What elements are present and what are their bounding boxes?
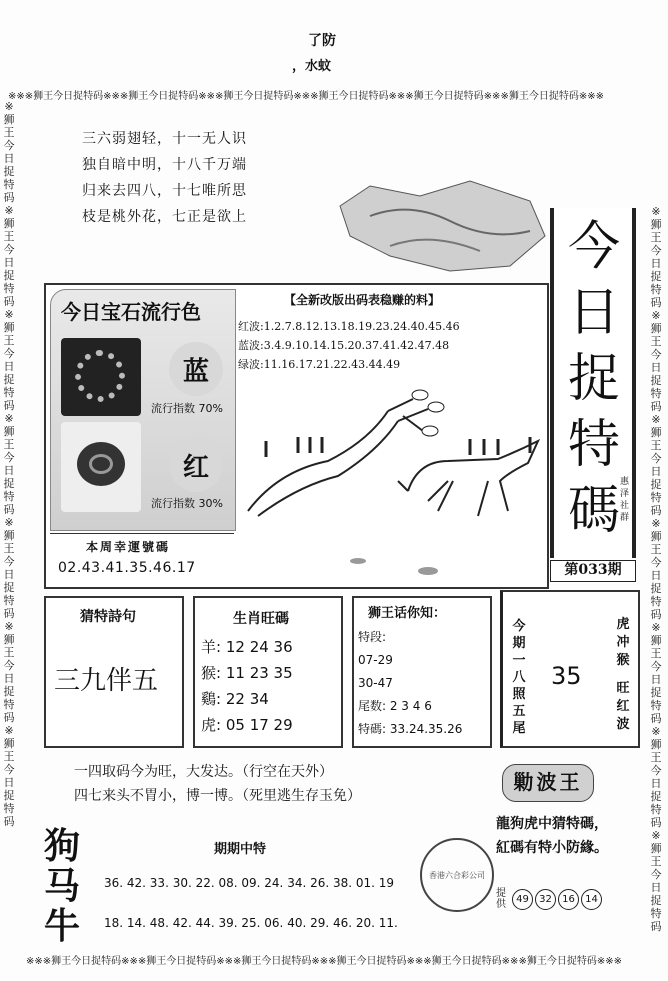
lion-line: 特段:	[358, 630, 387, 644]
saying-line: 四七来头不胃小，博一博。（死里逃生存玉免）	[74, 788, 361, 804]
gem-image-1	[61, 338, 141, 416]
saying-line: 一四取码今为旺，大发达。（行空在天外）	[74, 764, 333, 780]
period-row-2: 18. 14. 48. 42. 44. 39. 25. 06. 40. 29. 46. 20. 11.	[104, 916, 398, 930]
lucky-numbers: 02.43.41.35.46.17	[58, 560, 196, 576]
index-1: 流行指数 70%	[151, 402, 223, 415]
number-ball: 49	[512, 889, 533, 910]
animal-char: 狗	[44, 825, 81, 867]
title-char: 捉	[567, 349, 620, 409]
top-border-strip: ※※※狮王今日捉特码※※※狮王今日捉特码※※※狮王今日捉特码※※※狮王今日捉特码※※※狮王今日捉特码※※※狮王今日捉特码※※※	[8, 91, 604, 102]
lucky-section	[50, 533, 234, 586]
lion-illustration	[330, 176, 545, 276]
gem-title: 今日宝石流行色	[61, 300, 201, 324]
animal-char: 牛	[44, 905, 81, 947]
color-1-badge: 蓝	[169, 342, 223, 396]
gem-image-2	[61, 422, 141, 512]
lion-line: 特碼: 33.24.35.26	[358, 722, 463, 736]
title-panel	[550, 208, 636, 583]
zodiac-row: 猴: 11 23 35	[201, 664, 293, 682]
lion-says-list	[358, 626, 462, 741]
number-ball: 32	[535, 889, 556, 910]
title-char: 碼	[567, 481, 620, 541]
lion-line: 07-29	[358, 653, 393, 667]
issue-right-column: 虎 冲 猴 旺 红 波	[616, 617, 630, 732]
number-ball: 14	[581, 889, 602, 910]
zodiac-row: 羊: 12 24 36	[201, 638, 293, 656]
guess-poem-title: 猜特詩句	[80, 609, 136, 625]
horse-drawing	[238, 381, 543, 581]
green-wave: 绿波:11.16.17.21.22.43.44.49	[238, 358, 401, 371]
top-fragment-1: 了防	[308, 33, 336, 49]
poem-line: 三六弱翅轻，十一无人识	[82, 131, 247, 147]
zodiac-box	[193, 596, 343, 748]
guess-poem-box	[44, 596, 184, 748]
big-animals	[44, 826, 80, 946]
color-2-badge: 红	[169, 438, 223, 492]
issue-number-big: 35	[551, 662, 582, 690]
zodiac-title: 生肖旺碼	[233, 611, 289, 627]
poem-line: 归来去四八，十七唯所思	[82, 183, 247, 199]
issue-box	[500, 590, 640, 748]
gem-section	[50, 289, 236, 531]
provide-row	[496, 888, 604, 910]
period-row-1: 36. 42. 33. 30. 22. 08. 09. 24. 34. 26. 38. 01. 19	[104, 876, 395, 890]
period-title: 期期中特	[214, 842, 267, 857]
issue-number: 第033期	[550, 560, 636, 582]
wave-king-text	[496, 812, 608, 860]
index-2: 流行指数 30%	[151, 497, 223, 510]
lion-line: 尾数: 2 3 4 6	[358, 699, 432, 713]
issue-left-column: 今 期 一 八 照 五 尾	[512, 619, 526, 736]
top-fragment-2: ，水蚊	[292, 59, 332, 74]
animal-char: 马	[44, 865, 81, 907]
lion-says-box	[352, 596, 492, 748]
wave-king-line: 龍狗虎中猜特碼，	[496, 816, 608, 832]
gem-wave-panel	[44, 283, 549, 589]
zodiac-row: 鷄: 22 34	[201, 690, 269, 708]
sayings	[74, 760, 361, 808]
poem-line: 独自暗中明，十八千万端	[82, 157, 247, 173]
waves-header: 【全新改版出码表稳赚的料】	[284, 293, 441, 307]
wave-king-badge: 勦波王	[502, 764, 594, 802]
number-ball: 16	[558, 889, 579, 910]
right-border-strip: ※狮王今日捉特码※狮王今日捉特码※狮王今日捉特码※狮王今日捉特码※狮王今日捉特码※狮王今日捉特码※狮王今日捉特码	[650, 205, 662, 933]
poem-line: 枝是桃外花，七正是欲上	[82, 209, 247, 225]
bottom-border-strip: ※※※狮王今日捉特码※※※狮王今日捉特码※※※狮王今日捉特码※※※狮王今日捉特码※※※狮王今日捉特码※※※狮王今日捉特码※※※	[26, 956, 622, 967]
waves-list	[238, 317, 460, 374]
left-border-strip: ※狮王今日捉特码※狮王今日捉特码※狮王今日捉特码※狮王今日捉特码※狮王今日捉特码※狮王今日捉特码※狮王今日捉特码	[3, 100, 15, 828]
lion-line: 30-47	[358, 676, 393, 690]
guess-poem-text: 三九伴五	[54, 666, 159, 696]
blue-wave: 蓝波:3.4.9.10.14.15.20.37.41.42.47.48	[238, 339, 450, 352]
poem	[82, 126, 247, 230]
wave-king-line: 紅碼有特小防緣。	[496, 840, 608, 856]
zodiac-row: 虎: 05 17 29	[201, 716, 293, 734]
zodiac-list	[201, 634, 293, 738]
title-char: 今	[567, 217, 620, 277]
seal-stamp	[420, 838, 494, 912]
title-char: 特	[567, 415, 620, 475]
red-wave: 红波:1.2.7.8.12.13.18.19.23.24.40.45.46	[238, 320, 460, 333]
lion-says-title: 狮王话你知：	[368, 606, 447, 621]
seal-text: 香港六合彩公司	[429, 870, 485, 880]
title-char: 日	[567, 283, 620, 343]
provide-label: 提供	[496, 888, 506, 910]
lucky-title: 本周幸運號碼	[86, 540, 171, 554]
title-sub: 惠泽社群	[620, 477, 630, 523]
